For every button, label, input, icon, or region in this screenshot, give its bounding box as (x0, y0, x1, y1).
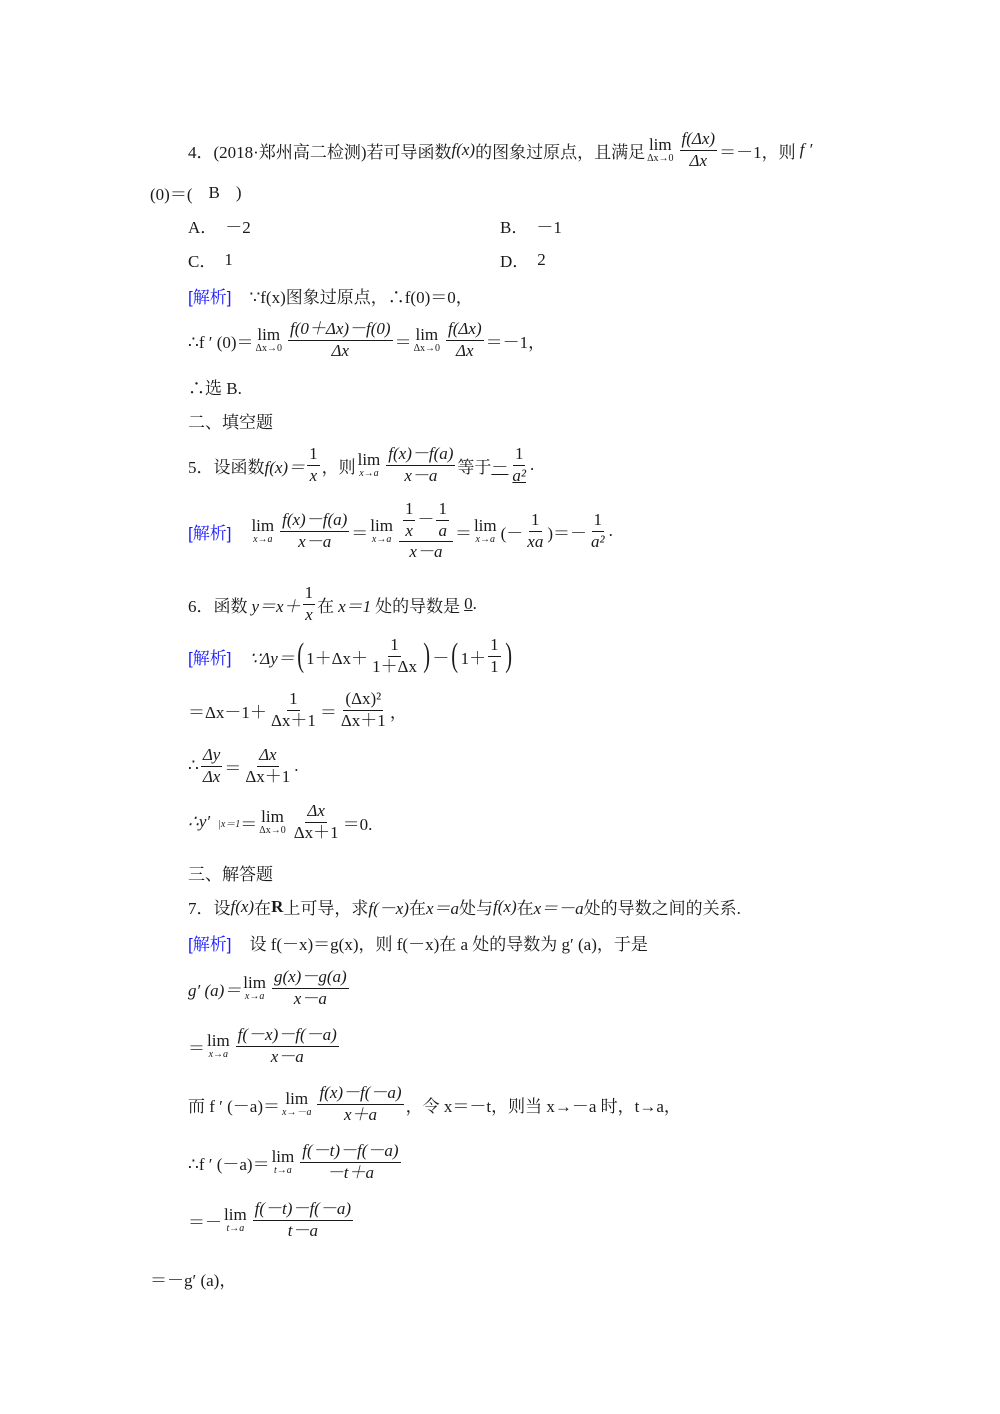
numerator: 1 (529, 511, 542, 532)
analysis-text: ＝－ (188, 1212, 222, 1232)
fraction (272, 968, 349, 1008)
q4-stem (188, 130, 812, 170)
analysis-text: ∴y′ (188, 812, 211, 832)
lim-word: lim (648, 135, 672, 155)
math: f(x) (230, 896, 255, 916)
analysis-text: ＝ (188, 1038, 205, 1058)
numerator: 1 (303, 584, 316, 605)
denominator: x－a (404, 465, 438, 485)
lim-word: lim (251, 516, 275, 536)
numerator: g(x)－g(a) (272, 968, 349, 989)
numerator: f(－t)－f(－a) (300, 1142, 400, 1163)
fraction (269, 690, 318, 730)
equals: ＝ (351, 523, 369, 543)
section-heading-fill-in (188, 408, 273, 433)
q7-analysis-line6 (188, 1200, 355, 1240)
lim-sub: Δx→0 (255, 343, 282, 355)
stem-text: (0)＝( (150, 185, 193, 204)
fraction (253, 1200, 353, 1240)
stem-text: 设函数 (213, 457, 265, 477)
fraction (307, 445, 320, 485)
analysis-tag: [解析] (188, 288, 232, 307)
q4-analysis-line3 (188, 374, 242, 399)
stem-text: 处的导数之间的关系. (583, 899, 741, 918)
fraction (403, 500, 416, 540)
numerator: f(Δx) (680, 130, 718, 151)
stem-text: 在 (317, 596, 335, 616)
numerator: 1 (287, 690, 300, 711)
eval-subscript: |x＝1 (218, 818, 241, 830)
stem-text: 等于 (457, 457, 492, 477)
lim-word: lim (271, 1147, 295, 1167)
lim-sub: Δx→0 (259, 825, 286, 837)
q6-stem: 6． 函数 y＝x＋ $\frac{1}{x}$ 在 x＝1 处的导数是 0 . (188, 583, 477, 624)
limit (207, 1032, 230, 1060)
question-number: 7． (188, 899, 214, 918)
option-a (188, 213, 251, 238)
compound-fraction (399, 500, 453, 562)
analysis-text: ∴f ′ (0)＝ (188, 332, 254, 352)
analysis-text: － (432, 648, 450, 668)
numerator: f(x)－f(－a) (317, 1084, 403, 1105)
denominator: Δx (456, 340, 474, 360)
fraction (370, 636, 419, 676)
lim-sub: t→a (226, 1223, 245, 1235)
limit (251, 517, 274, 545)
lim-word: lim (261, 807, 284, 827)
numerator: 1 (436, 500, 449, 521)
denominator: Δx＋1 (293, 822, 339, 842)
denominator: a² (512, 465, 527, 485)
q7-analysis-line2 (188, 968, 351, 1008)
lim-word: lim (257, 325, 281, 345)
math-x: x＝1 (338, 596, 372, 616)
numerator: 1 (592, 511, 605, 532)
analysis-text: 而 f ′ (－a)＝ (188, 1096, 280, 1116)
fraction (317, 1084, 403, 1124)
math-R: R (271, 896, 284, 916)
analysis-text: ， (389, 702, 407, 722)
denominator: x－a (298, 531, 332, 551)
equals: ＝ (454, 523, 472, 543)
math-y: y＝x＋ (251, 596, 301, 616)
fraction (243, 746, 292, 786)
numerator: Δx (257, 746, 279, 767)
numerator: 1 (513, 445, 526, 466)
analysis-text: ＝0. (342, 814, 373, 834)
q5-stem: 5． 设函数 f(x)＝ $\frac{1}{x}$ ，则 lim x→a $\frac{f(x)-f(a)}{x-a}$ 等于 － $\frac{1}{\text{a²}}$ . (188, 444, 535, 485)
q6-analysis-line2 (188, 690, 407, 730)
denominator: Δx＋1 (270, 710, 316, 730)
denominator: xa (527, 531, 544, 551)
option-value: －2 (225, 218, 251, 237)
option-label: C． (188, 252, 217, 271)
lim-word: lim (473, 516, 497, 536)
fraction (680, 130, 718, 170)
analysis-text: ＝Δx－1＋ (188, 702, 267, 722)
q7-stem (188, 894, 741, 919)
q5-analysis (188, 500, 613, 562)
numerator: Δx (305, 802, 327, 823)
analysis-text: 1＋ (460, 648, 487, 668)
paren-open: ( (451, 637, 459, 675)
question-number: 4． (188, 142, 214, 162)
analysis-text: ∴f ′ (－a)＝ (188, 1154, 270, 1174)
lim-word: lim (415, 325, 439, 345)
analysis-text: . (608, 521, 613, 541)
analysis-text: ∴ (188, 756, 199, 776)
denominator: x＋a (344, 1104, 378, 1124)
analysis-text: ∴选 B. (188, 379, 242, 398)
option-d (500, 247, 546, 272)
analysis-tag: [解析] (188, 648, 232, 668)
option-value: 2 (537, 249, 546, 269)
fraction (288, 320, 393, 360)
denominator: a² (591, 531, 605, 551)
q6-analysis-line4 (188, 802, 372, 842)
denominator: t－a (287, 1220, 318, 1240)
limit (256, 326, 282, 354)
question-number: 5． (188, 457, 214, 477)
math: f(－x) (368, 899, 409, 918)
limit (474, 517, 497, 545)
stem-text: 上可导，求 (283, 899, 369, 918)
lim-word: lim (224, 1205, 247, 1225)
q7-analysis-line1 (188, 930, 648, 955)
denominator: Δx (689, 150, 708, 170)
stem-text: 处的导数是 (375, 596, 461, 616)
stem-text: ) (235, 182, 242, 202)
q4-analysis-line1 (188, 283, 473, 308)
analysis-text: 1＋Δx＋ (306, 648, 369, 668)
fraction (303, 584, 316, 624)
math: x＝a (425, 899, 460, 918)
lim-sub: x→a (208, 1049, 229, 1061)
analysis-text: ＝－1， (485, 332, 546, 352)
lim-word: lim (357, 450, 381, 470)
math: f(x) (493, 896, 517, 916)
question-number: 6． (188, 596, 214, 616)
lim-word: lim (207, 1031, 230, 1051)
analysis-text: ＝ (319, 702, 337, 722)
denominator: x (405, 520, 413, 540)
stem-text: 的图象过原点，且满足 (475, 142, 646, 162)
denominator: a (438, 520, 447, 540)
section-title: 二、填空题 (188, 413, 273, 432)
denominator: x－a (409, 542, 443, 562)
q7-analysis-line7 (150, 1266, 236, 1291)
fraction (300, 1142, 400, 1182)
answer-sign: － (491, 457, 509, 477)
q4-analysis-line2 (188, 320, 545, 360)
denominator: Δx (331, 340, 350, 360)
denominator: Δx (202, 766, 221, 786)
stem-text: 在 (516, 899, 534, 918)
q6-analysis-line1 (188, 636, 514, 676)
option-b (500, 213, 562, 238)
analysis-text: g′ (a)＝ (188, 980, 242, 1000)
option-value: －1 (536, 218, 562, 237)
analysis-text: . (294, 756, 299, 776)
denominator: x－a (293, 988, 327, 1008)
analysis-text: 设 f(－x)＝g(x)，则 f(－x)在 a 处的导数为 g′ (a)，于是 (249, 935, 648, 954)
analysis-text: ＝－g′ (a)， (150, 1271, 237, 1290)
answer: 0 (464, 594, 473, 614)
denominator: Δx＋1 (245, 766, 291, 786)
math-fx: f(x)＝ (264, 457, 306, 477)
fraction (446, 320, 484, 360)
stem-text: 在 (254, 899, 272, 918)
denominator: x (309, 465, 318, 485)
q6-analysis-line3 (188, 746, 299, 786)
numerator: 1 (388, 636, 401, 657)
lim-sub: x→a (253, 534, 273, 546)
section-title: 三、解答题 (188, 865, 273, 884)
option-c (188, 247, 233, 272)
lim-sub: t→a (274, 1165, 292, 1177)
limit (370, 517, 393, 545)
lim-sub: Δx→0 (413, 343, 441, 355)
analysis-tag: [解析] (188, 935, 232, 954)
lim-sub: x→a (371, 534, 392, 546)
q4-stem-cont (150, 180, 242, 205)
numerator: f(0＋Δx)－f(0) (288, 320, 393, 341)
limit (358, 451, 381, 479)
lim-word: lim (243, 973, 266, 993)
analysis-text: )＝－ (547, 523, 587, 543)
limit (224, 1206, 247, 1234)
analysis-text: ∵Δy＝ (249, 648, 295, 668)
limit (647, 136, 673, 164)
numerator: f(Δx) (446, 320, 484, 341)
fraction (436, 500, 449, 540)
q7-analysis-line3 (188, 1026, 341, 1066)
section-heading-answer (188, 860, 273, 885)
fraction (386, 445, 455, 485)
limit (414, 326, 440, 354)
numerator: f(x)－f(a) (386, 445, 455, 466)
stem-text: 设 (213, 899, 231, 918)
analysis-text: ＝ (240, 814, 258, 834)
numerator: 1 (307, 445, 320, 466)
analysis-tag: [解析] (188, 523, 232, 543)
denominator: Δx＋1 (340, 710, 386, 730)
denominator: x－a (270, 1046, 304, 1066)
analysis-text: ＝ (224, 758, 242, 778)
numerator: 1 (403, 500, 416, 521)
option-label: A． (188, 218, 218, 237)
stem-text: ＝－1，则 (719, 142, 796, 162)
numerator: (Δx)² (343, 690, 383, 711)
option-label: B． (500, 218, 529, 237)
limit (259, 808, 285, 836)
denominator: －t＋a (326, 1162, 375, 1182)
limit (243, 974, 266, 1002)
fraction (525, 511, 545, 551)
numerator: Δy (201, 746, 223, 767)
numerator (399, 500, 453, 542)
option-value: 1 (224, 249, 233, 269)
math-fx: f(x) (451, 140, 476, 160)
fraction (236, 1026, 339, 1066)
fraction (589, 511, 607, 551)
stem-text: 函数 (213, 596, 248, 616)
lim-sub: x→a (244, 991, 265, 1003)
fraction (201, 746, 223, 786)
analysis-text: (－ (500, 523, 524, 543)
paren-close: ) (423, 637, 431, 675)
option-label: D． (500, 252, 530, 271)
denominator: x (305, 604, 313, 624)
denominator: 1 (490, 656, 499, 676)
analysis-text: ＝ (394, 332, 412, 352)
analysis-text: ∵f(x)图象过原点，∴f(0)＝0， (249, 288, 473, 307)
q7-analysis-line4 (188, 1084, 681, 1124)
fraction (488, 636, 501, 676)
analysis-text: ，令 x＝－t，则当 x→－a 时，t→a， (405, 1096, 681, 1116)
stem-text: 若可导函数 (366, 142, 452, 162)
lim-sub: x→a (359, 468, 379, 480)
denominator: 1＋Δx (372, 656, 417, 676)
fraction (339, 690, 388, 730)
numerator: f(－x)－f(－a) (236, 1026, 339, 1047)
q7-analysis-line5 (188, 1142, 403, 1182)
numerator: f(x)－f(a) (280, 511, 349, 532)
minus: － (417, 509, 435, 529)
math: x＝－a (533, 899, 584, 918)
answer: B (208, 182, 220, 202)
limit (272, 1148, 295, 1176)
lim-word: lim (285, 1089, 309, 1109)
lim-word: lim (370, 516, 393, 536)
numerator: f(－t)－f(－a) (253, 1200, 353, 1221)
limit (282, 1090, 311, 1118)
stem-text: 在 (408, 899, 426, 918)
stem-text: 处与 (459, 899, 494, 918)
math-fprime: f ′ (799, 140, 813, 160)
stem-text: ，则 (321, 457, 356, 477)
lim-sub: x→a (475, 534, 495, 546)
fraction (280, 511, 349, 551)
lim-sub: x→－a (282, 1107, 312, 1119)
numerator: 1 (488, 636, 501, 657)
question-source: (2018·郑州高二检测) (213, 142, 367, 162)
fraction (292, 802, 341, 842)
paren-open: ( (297, 637, 304, 675)
paren-close: ) (504, 637, 512, 675)
lim-sub: Δx→0 (647, 153, 674, 165)
answer-fraction (510, 445, 528, 485)
